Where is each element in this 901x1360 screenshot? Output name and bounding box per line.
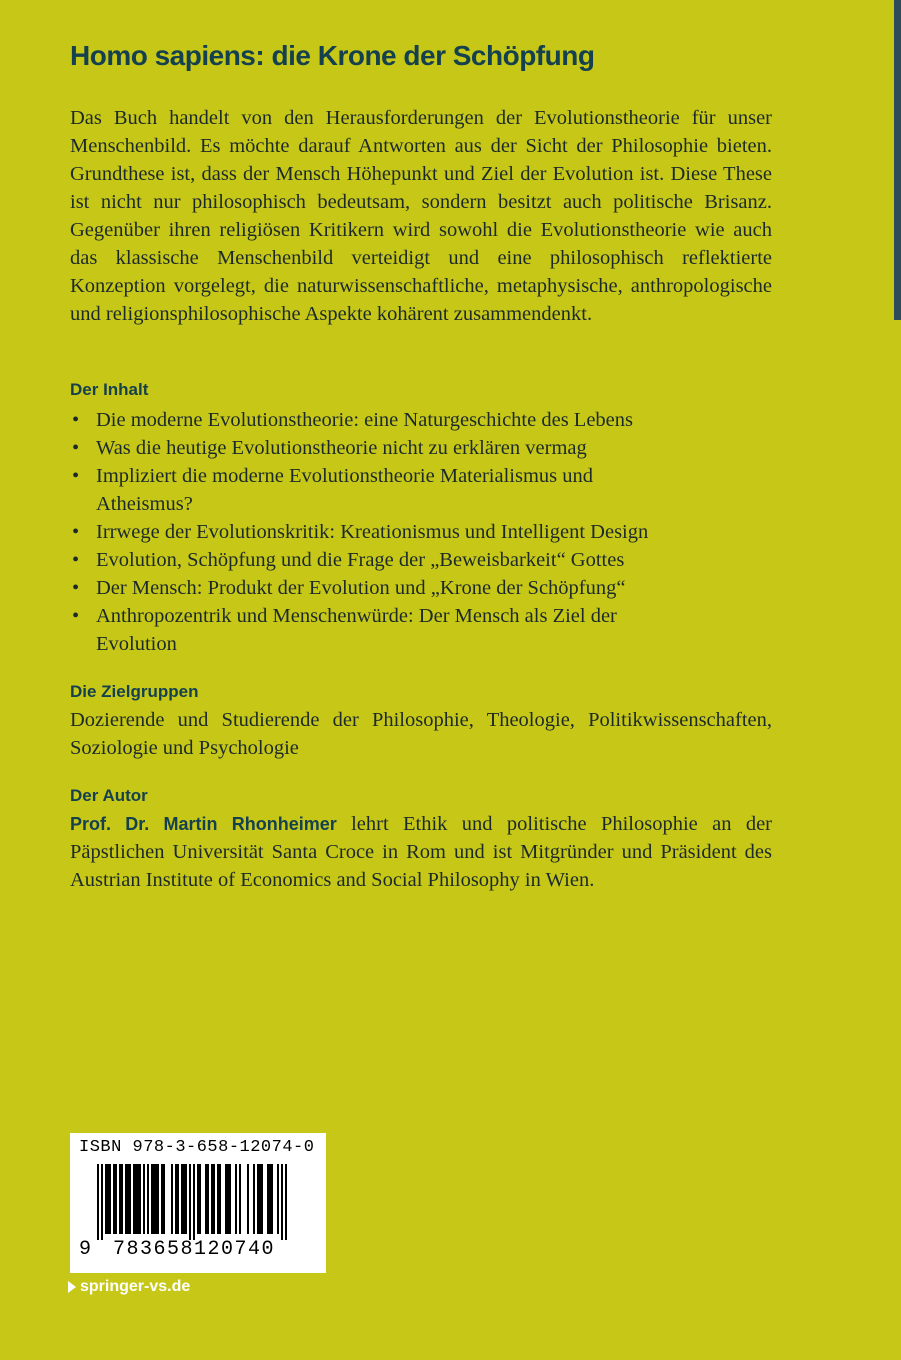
list-item: • Irrwege der Evolutionskritik: Kreationismus und Intelligent Design xyxy=(70,518,770,546)
barcode-bar xyxy=(133,1164,135,1234)
barcode-bar xyxy=(207,1164,209,1234)
website-label: springer-vs.de xyxy=(80,1278,191,1295)
barcode-bar xyxy=(157,1164,159,1234)
barcode-bar xyxy=(227,1164,229,1234)
barcode-bar xyxy=(183,1164,185,1234)
barcode-bar xyxy=(163,1164,165,1234)
barcode-bar xyxy=(211,1164,213,1234)
list-item: • Was die heutige Evolutionstheorie nicht zu erklären vermag xyxy=(70,434,770,462)
barcode-bar xyxy=(285,1164,287,1240)
author-bio: lehrt Ethik und politische Philosophie an der Päpstlichen Universität Santa Croce in Rom und ist Mitgründer und Präsident des Austrian Institute of Economics and Social Philosophy in Wien. xyxy=(70,813,773,891)
barcode-bar xyxy=(205,1164,207,1234)
barcode-bar xyxy=(121,1164,123,1234)
barcode-bars xyxy=(97,1164,307,1240)
barcode-bar xyxy=(119,1164,121,1234)
barcode-bar xyxy=(199,1164,201,1234)
list-item: • Impliziert die moderne Evolutionstheorie Materialismus und Atheismus? xyxy=(70,462,636,518)
barcode-bar xyxy=(109,1164,111,1234)
barcode-bar xyxy=(257,1164,259,1234)
barcode-bar xyxy=(97,1164,99,1240)
author-paragraph xyxy=(70,810,772,894)
list-item: • Die moderne Evolutionstheorie: eine Naturgeschichte des Lebens xyxy=(70,406,770,434)
barcode-bar xyxy=(115,1164,117,1234)
publisher-website[interactable] xyxy=(68,1278,190,1296)
barcode-bar xyxy=(193,1164,195,1240)
barcode-bar xyxy=(171,1164,173,1234)
barcode-bar xyxy=(259,1164,261,1234)
barcode-bar xyxy=(113,1164,115,1234)
author-heading: Der Autor xyxy=(70,786,148,805)
barcode-bar xyxy=(281,1164,283,1240)
cover-edge-stripe xyxy=(894,0,901,320)
list-item: • Der Mensch: Produkt der Evolution und „Krone der Schöpfung“ xyxy=(70,574,770,602)
intro-paragraph: Das Buch handelt von den Herausforderungen der Evolutionstheorie für unser Menschenbild. Es möchte darauf Antworten aus der Sicht der Philosophie bieten. Grundthese ist, dass der Mensch Höhepunkt und Ziel der Evolution ist. Diese These ist nicht nur philosophisch bedeutsam, sondern besitzt auch politische Brisanz. Gegenüber ihren religiösen Kritikern wird sowohl die Evolutionstheorie wie auch das klassische Menschenbild verteidigt und eine philosophisch reflektierte Konzeption vorgelegt, die naturwissenschaftliche, metaphysische, anthropologische und religionsphilosophische Aspekte kohärent zusammendenkt. xyxy=(70,107,772,325)
arrow-right-icon xyxy=(68,1281,76,1293)
barcode-bar xyxy=(217,1164,219,1234)
barcode-bar xyxy=(189,1164,191,1240)
barcode-bar xyxy=(107,1164,109,1234)
barcode-bar xyxy=(147,1164,149,1234)
barcode-bar xyxy=(197,1164,199,1234)
barcode-bar xyxy=(229,1164,231,1234)
book-title: Homo sapiens: die Krone der Schöpfung xyxy=(70,40,595,71)
barcode-bar xyxy=(175,1164,177,1234)
barcode-bar xyxy=(135,1164,137,1234)
barcode-bar xyxy=(129,1164,131,1234)
barcode-bar xyxy=(271,1164,273,1234)
ean-first-digit: 9 xyxy=(79,1238,92,1261)
barcode-bar xyxy=(277,1164,279,1234)
barcode-bar xyxy=(247,1164,249,1234)
barcode-bar xyxy=(139,1164,141,1234)
author-name: Prof. Dr. Martin Rhonheimer xyxy=(70,814,337,834)
contents-heading: Der Inhalt xyxy=(70,380,149,399)
barcode-bar xyxy=(177,1164,179,1234)
barcode-bar xyxy=(155,1164,157,1234)
barcode-bar xyxy=(225,1164,227,1234)
barcode-bar xyxy=(127,1164,129,1234)
barcode-bar xyxy=(143,1164,145,1234)
barcode-bar xyxy=(219,1164,221,1234)
barcode-bar xyxy=(151,1164,153,1234)
barcode-bar xyxy=(105,1164,107,1234)
barcode-bar xyxy=(125,1164,127,1234)
audience-heading: Die Zielgruppen xyxy=(70,682,199,701)
barcode-bar xyxy=(137,1164,139,1234)
barcode-bar xyxy=(101,1164,103,1240)
isbn-label: ISBN 978-3-658-12074-0 xyxy=(79,1138,315,1157)
barcode-bar xyxy=(253,1164,255,1234)
barcode-bar xyxy=(161,1164,163,1234)
barcode-bar xyxy=(213,1164,215,1234)
barcode-bar xyxy=(185,1164,187,1234)
barcode-bar xyxy=(181,1164,183,1234)
barcode-bar xyxy=(239,1164,241,1234)
audience-text: Dozierende und Studierende der Philosophie, Theologie, Politikwissenschaften, Soziologie und Psychologie xyxy=(70,709,772,759)
barcode-bar xyxy=(235,1164,237,1234)
barcode-bar xyxy=(269,1164,271,1234)
isbn-barcode xyxy=(70,1133,326,1273)
barcode-bar xyxy=(153,1164,155,1234)
list-item: • Evolution, Schöpfung und die Frage der „Beweisbarkeit“ Gottes xyxy=(70,546,770,574)
list-item: • Anthropozentrik und Menschenwürde: Der Mensch als Ziel der Evolution xyxy=(70,602,656,658)
barcode-bar xyxy=(261,1164,263,1234)
ean-digits: 783658120740 xyxy=(113,1238,276,1261)
barcode-bar xyxy=(267,1164,269,1234)
contents-list xyxy=(70,406,770,658)
